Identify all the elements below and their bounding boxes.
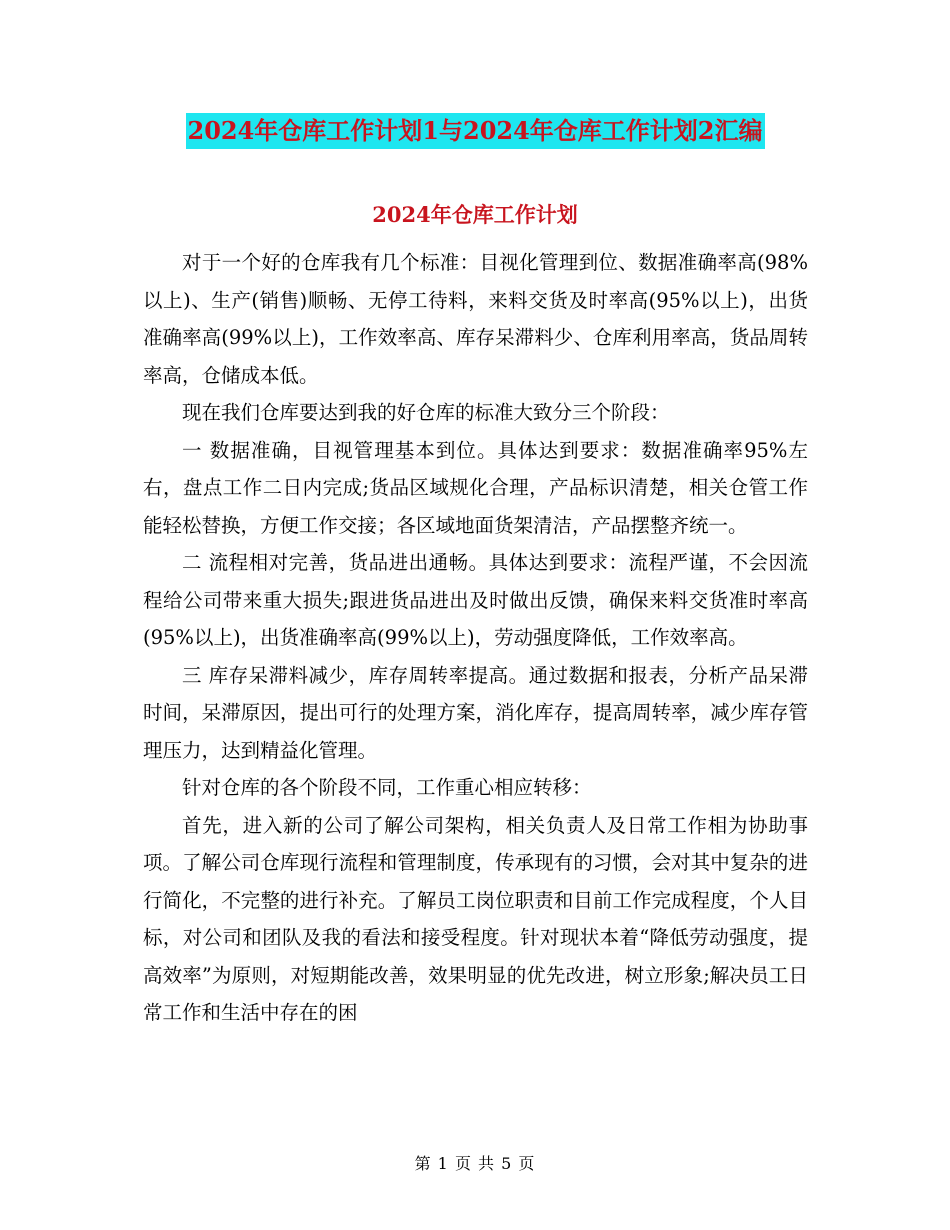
page-footer: 第 1 页 共 5 页 (414, 1154, 536, 1173)
document-body (143, 244, 808, 1032)
section-title: 2024年仓库工作计划 (372, 202, 578, 227)
paragraph: 针对仓库的各个阶段不同，工作重心相应转移： (182, 776, 592, 799)
document-title-container (0, 113, 950, 149)
paragraph: 对于一个好的仓库我有几个标准：目视化管理到位、数据准确率高(98%以上)、生产(销售)顺畅、无停工待料，来料交货及时率高(95%以上)，出货准确率高(99%以上)，工作效率高、库存呆滞料少、仓库利用率高，货品周转率高，仓储成本低。 (143, 251, 808, 387)
paragraph: 二 流程相对完善，货品进出通畅。具体达到要求：流程严谨，不会因流程给公司带来重大损失;跟进货品进出及时做出反馈，确保来料交货准时率高(95%以上)，出货准确率高(99%以上)，劳动强度降低，工作效率高。 (143, 551, 808, 649)
paragraph: 三 库存呆滞料减少，库存周转率提高。通过数据和报表，分析产品呆滞时间，呆滞原因，提出可行的处理方案，消化库存，提高周转率，减少库存管理压力，达到精益化管理。 (143, 663, 808, 762)
paragraph: 一 数据准确，目视管理基本到位。具体达到要求：数据准确率95%左右，盘点工作二日内完成;货品区域规化合理，产品标识清楚，相关仓管工作能轻松替换，方便工作交接；各区域地面货架清洁，产品摆整齐统一。 (143, 438, 808, 537)
paragraph: 首先，进入新的公司了解公司架构，相关负责人及日常工作相为协助事项。了解公司仓库现行流程和管理制度，传承现有的习惯，会对其中复杂的进行简化，不完整的进行补充。了解员工岗位职责和目前工作完成程度，个人目标，对公司和团队及我的看法和接受程度。针对现状本着“降低劳动强度，提高效率”为原则，对短期能改善，效果明显的优先改进，树立形象;解决员工日常工作和生活中存在的困 (143, 813, 808, 1024)
document-title: 2024年仓库工作计划1与2024年仓库工作计划2汇编 (186, 113, 765, 149)
paragraph: 现在我们仓库要达到我的好仓库的标准大致分三个阶段： (182, 401, 670, 424)
